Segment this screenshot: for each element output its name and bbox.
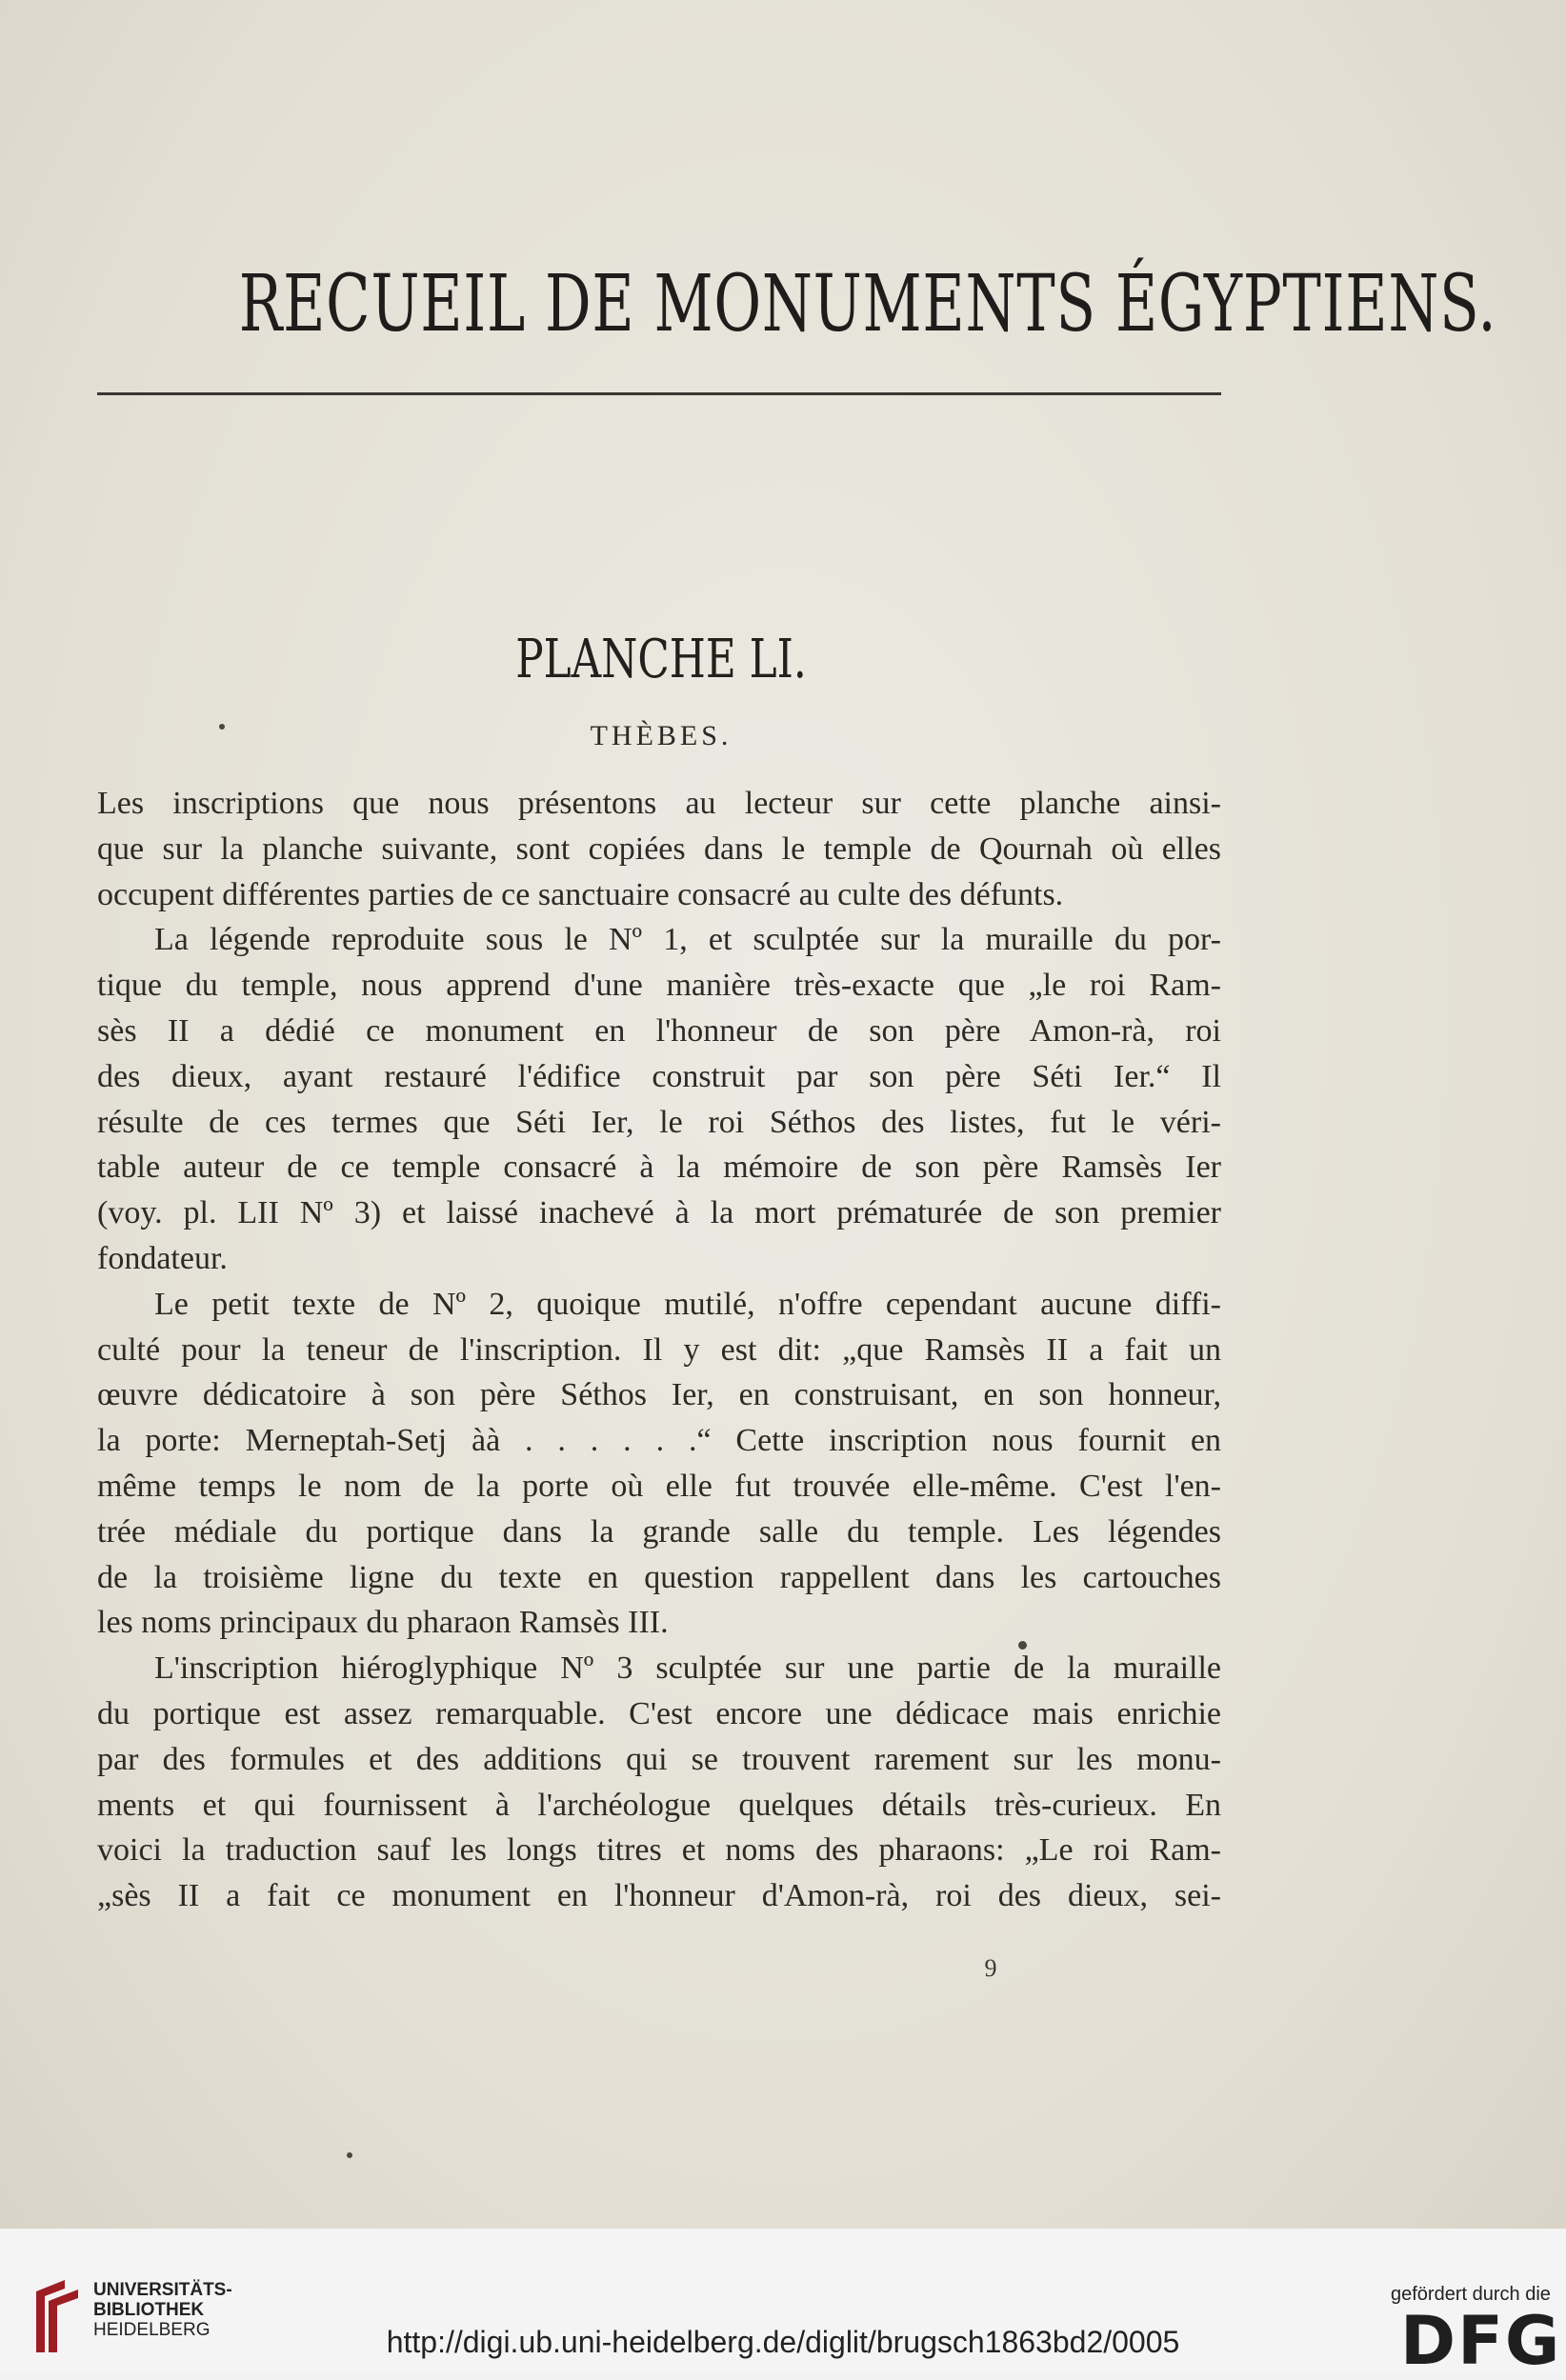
text-line: fondateur. [97, 1240, 228, 1276]
text-line: de la troisième ligne du texte en question rappellent dans les cartouches [97, 1559, 1221, 1595]
text-line: même temps le nom de la porte où elle fut trouvée elle-même. C'est l'en- [97, 1468, 1221, 1504]
text-line: du portique est assez remarquable. C'est encore une dédicace mais enrichie [97, 1695, 1221, 1731]
text-line: La légende reproduite sous le Nº 1, et sculptée sur la muraille du por- [154, 922, 1221, 958]
text-line: ments et qui fournissent à l'archéologue quelques détails très-curieux. En [97, 1787, 1221, 1823]
text-line: „sès II a fait ce monument en l'honneur d'Amon-rà, roi des dieux, sei- [97, 1878, 1221, 1914]
body-text [97, 781, 1221, 1919]
text-line: les noms principaux du pharaon Ramsès III. [97, 1605, 669, 1641]
text-line: occupent différentes parties de ce sanctuaire consacré au culte des défunts. [97, 876, 1064, 912]
text-line: Les inscriptions que nous présentons au lecteur sur cette planche ainsi- [97, 786, 1221, 821]
text-line: que sur la planche suivante, sont copiées dans le temple de Qournah où elles [97, 830, 1221, 867]
text-line: sès II a dédié ce monument en l'honneur de son père Amon-rà, roi [97, 1012, 1221, 1049]
permalink[interactable]: http://digi.ub.uni-heidelberg.de/diglit/brugsch1863bd2/0005 [386, 2325, 1180, 2359]
text-line: résulte de ces termes que Séti Ier, le roi Séthos des listes, fut le véri- [97, 1104, 1221, 1140]
text-line: œuvre dédicatoire à son père Séthos Ier, en construisant, en son honneur, [97, 1377, 1221, 1413]
text-line: (voy. pl. LII Nº 3) et laissé inachevé à la mort prématurée de son premier [97, 1195, 1221, 1231]
text-line: des dieux, ayant restauré l'édifice construit par son père Séti Ier.“ Il [97, 1058, 1221, 1094]
library-name-line: BIBLIOTHEK [93, 2300, 205, 2320]
text-line: culté pour la teneur de l'inscription. Il y est dit: „que Ramsès II a fait un [97, 1331, 1221, 1368]
ink-speck [219, 724, 225, 730]
ink-speck [347, 2152, 352, 2158]
text-line: par des formules et des additions qui se trouvent rarement sur les monu- [97, 1741, 1221, 1777]
library-name-line: UNIVERSITÄTS- [93, 2280, 232, 2300]
library-name-line: HEIDELBERG [93, 2320, 211, 2340]
dfg-logo: DFG [1400, 2302, 1562, 2380]
text-line: voici la traduction sauf les longs titres et noms des pharaons: „Le roi Ram- [97, 1832, 1221, 1869]
place-heading: THÈBES. [590, 720, 733, 751]
text-line: L'inscription hiéroglyphique Nº 3 sculptée sur une partie de la muraille [154, 1650, 1221, 1687]
title-rule [97, 392, 1221, 395]
text-line: tique du temple, nous apprend d'une manière très-exacte que „le roi Ram- [97, 968, 1221, 1004]
funding-caption: gefördert durch die [1391, 2284, 1551, 2305]
text-line: table auteur de ce temple consacré à la mémoire de son père Ramsès Ier [97, 1150, 1221, 1186]
text-line: Le petit texte de Nº 2, quoique mutilé, n'offre cependant aucune diffi- [154, 1286, 1221, 1322]
page-number: 9 [984, 1954, 997, 1982]
plate-heading: PLANCHE LI. [515, 629, 807, 690]
ink-speck [1018, 1641, 1027, 1650]
text-line: la porte: Merneptah-Setj àà . . . . . .“ Cette inscription nous fournit en [97, 1423, 1221, 1459]
book-title: RECUEIL DE MONUMENTS ÉGYPTIENS. [238, 259, 1497, 350]
text-line: trée médiale du portique dans la grande salle du temple. Les légendes [97, 1513, 1221, 1550]
